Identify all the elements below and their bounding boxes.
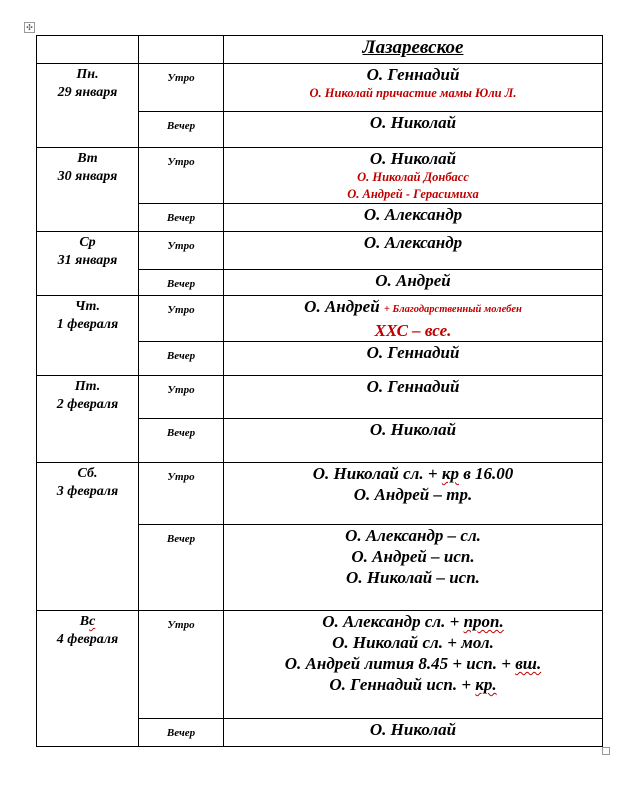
- priest-name: О. Андрей: [375, 271, 451, 290]
- evening-cell: [224, 204, 603, 232]
- morning-cell: [224, 376, 603, 419]
- evening-cell: [224, 270, 603, 296]
- evening-label: Вечер: [139, 204, 224, 232]
- day-name: Чт.: [74, 299, 101, 314]
- day-date: 1 февраля: [56, 317, 119, 332]
- evening-cell: [224, 525, 603, 611]
- priest-name: О. Николай: [369, 720, 457, 739]
- header-row: [37, 36, 603, 64]
- priest-name: О. Геннадий: [366, 343, 460, 362]
- evening-label: Вечер: [139, 342, 224, 376]
- day-name: Вт: [77, 151, 98, 166]
- day-cell: [37, 64, 139, 148]
- spellcheck-word: с: [89, 614, 96, 629]
- day-name: Сб.: [77, 466, 98, 481]
- evening-cell: [224, 112, 603, 148]
- evening-cell: [224, 419, 603, 463]
- priest-line: [224, 296, 602, 320]
- red-note: О. Николай Донбасс: [357, 170, 469, 184]
- morning-label: Утро: [139, 232, 224, 270]
- priest-name: О. Геннадий: [366, 65, 460, 84]
- day-date: 31 января: [57, 253, 118, 268]
- header-empty-day: [37, 36, 139, 64]
- table-move-handle-icon[interactable]: ✣: [24, 22, 35, 33]
- evening-label: Вечер: [139, 525, 224, 611]
- morning-cell: [224, 232, 603, 270]
- day-date: 29 января: [57, 85, 118, 100]
- service-line: О. Николай сл. + мол.: [332, 633, 494, 652]
- morning-cell: [224, 296, 603, 342]
- schedule-table: [36, 35, 603, 747]
- table-row: [37, 232, 603, 270]
- table-row: [37, 611, 603, 719]
- morning-label: Утро: [139, 611, 224, 719]
- day-date: 2 февраля: [56, 397, 119, 412]
- day-cell: [37, 611, 139, 747]
- service-text: О. Николай сл. +: [312, 464, 442, 483]
- morning-label: Утро: [139, 296, 224, 342]
- spellcheck-word: кр: [441, 464, 459, 483]
- day-cell: [37, 376, 139, 463]
- day-cell: [37, 463, 139, 611]
- service-line: [224, 653, 602, 674]
- priest-name: О. Николай: [369, 113, 457, 132]
- evening-cell: [224, 342, 603, 376]
- service-text: О. Андрей лития 8.45 + исп. +: [284, 654, 516, 673]
- morning-cell: [224, 611, 603, 719]
- day-date: 30 января: [57, 169, 118, 184]
- service-line: [224, 463, 602, 484]
- morning-cell: [224, 148, 603, 204]
- morning-cell: [224, 463, 603, 525]
- priest-name: О. Николай: [369, 420, 457, 439]
- day-cell: [37, 296, 139, 376]
- evening-label: Вечер: [139, 112, 224, 148]
- table-row: [37, 148, 603, 204]
- morning-label: Утро: [139, 376, 224, 419]
- day-name: Ср: [79, 235, 96, 250]
- header-empty-time: [139, 36, 224, 64]
- table-row: [37, 64, 603, 112]
- evening-label: Вечер: [139, 419, 224, 463]
- table-row: [37, 296, 603, 342]
- day-date: 4 февраля: [56, 632, 119, 647]
- red-inline-note: + Благодарственный молебен: [383, 304, 522, 315]
- morning-label: Утро: [139, 148, 224, 204]
- location-title: Лазаревское: [224, 36, 603, 64]
- service-text: О. Александр сл. +: [322, 612, 464, 631]
- red-note: О. Андрей - Герасимиха: [347, 187, 479, 201]
- service-line: [224, 674, 602, 695]
- spellcheck-word: вш.: [515, 654, 542, 673]
- priest-name: О. Геннадий: [366, 377, 460, 396]
- day-name-part: В: [79, 614, 90, 629]
- red-note: ХХС – все.: [374, 321, 452, 340]
- table-row: [37, 463, 603, 525]
- morning-label: Утро: [139, 463, 224, 525]
- table-resize-handle-icon[interactable]: [602, 747, 610, 755]
- day-cell: [37, 232, 139, 296]
- evening-label: Вечер: [139, 719, 224, 747]
- day-date: 3 февраля: [56, 484, 119, 499]
- morning-cell: [224, 64, 603, 112]
- day-name: Пн.: [76, 67, 99, 82]
- priest-name: О. Андрей: [304, 297, 380, 316]
- red-note: О. Николай причастие мамы Юли Л.: [309, 86, 517, 100]
- service-line: О. Николай – исп.: [346, 568, 480, 587]
- spellcheck-word: проп.: [463, 612, 504, 631]
- day-name: [37, 613, 138, 631]
- table-row: [37, 376, 603, 419]
- priest-name: О. Николай: [369, 149, 457, 168]
- day-name: Пт.: [74, 379, 101, 394]
- service-line: О. Андрей – исп.: [351, 547, 475, 566]
- priest-name: О. Александр: [363, 233, 463, 252]
- evening-cell: [224, 719, 603, 747]
- evening-label: Вечер: [139, 270, 224, 296]
- service-line: О. Андрей – тр.: [353, 485, 473, 504]
- service-text: О. Геннадий исп. +: [329, 675, 476, 694]
- morning-label: Утро: [139, 64, 224, 112]
- service-line: [224, 611, 602, 632]
- service-text: в 16.00: [458, 464, 514, 483]
- service-line: О. Александр – сл.: [345, 526, 481, 545]
- day-cell: [37, 148, 139, 232]
- spellcheck-word: кр.: [475, 675, 497, 694]
- priest-name: О. Александр: [363, 205, 463, 224]
